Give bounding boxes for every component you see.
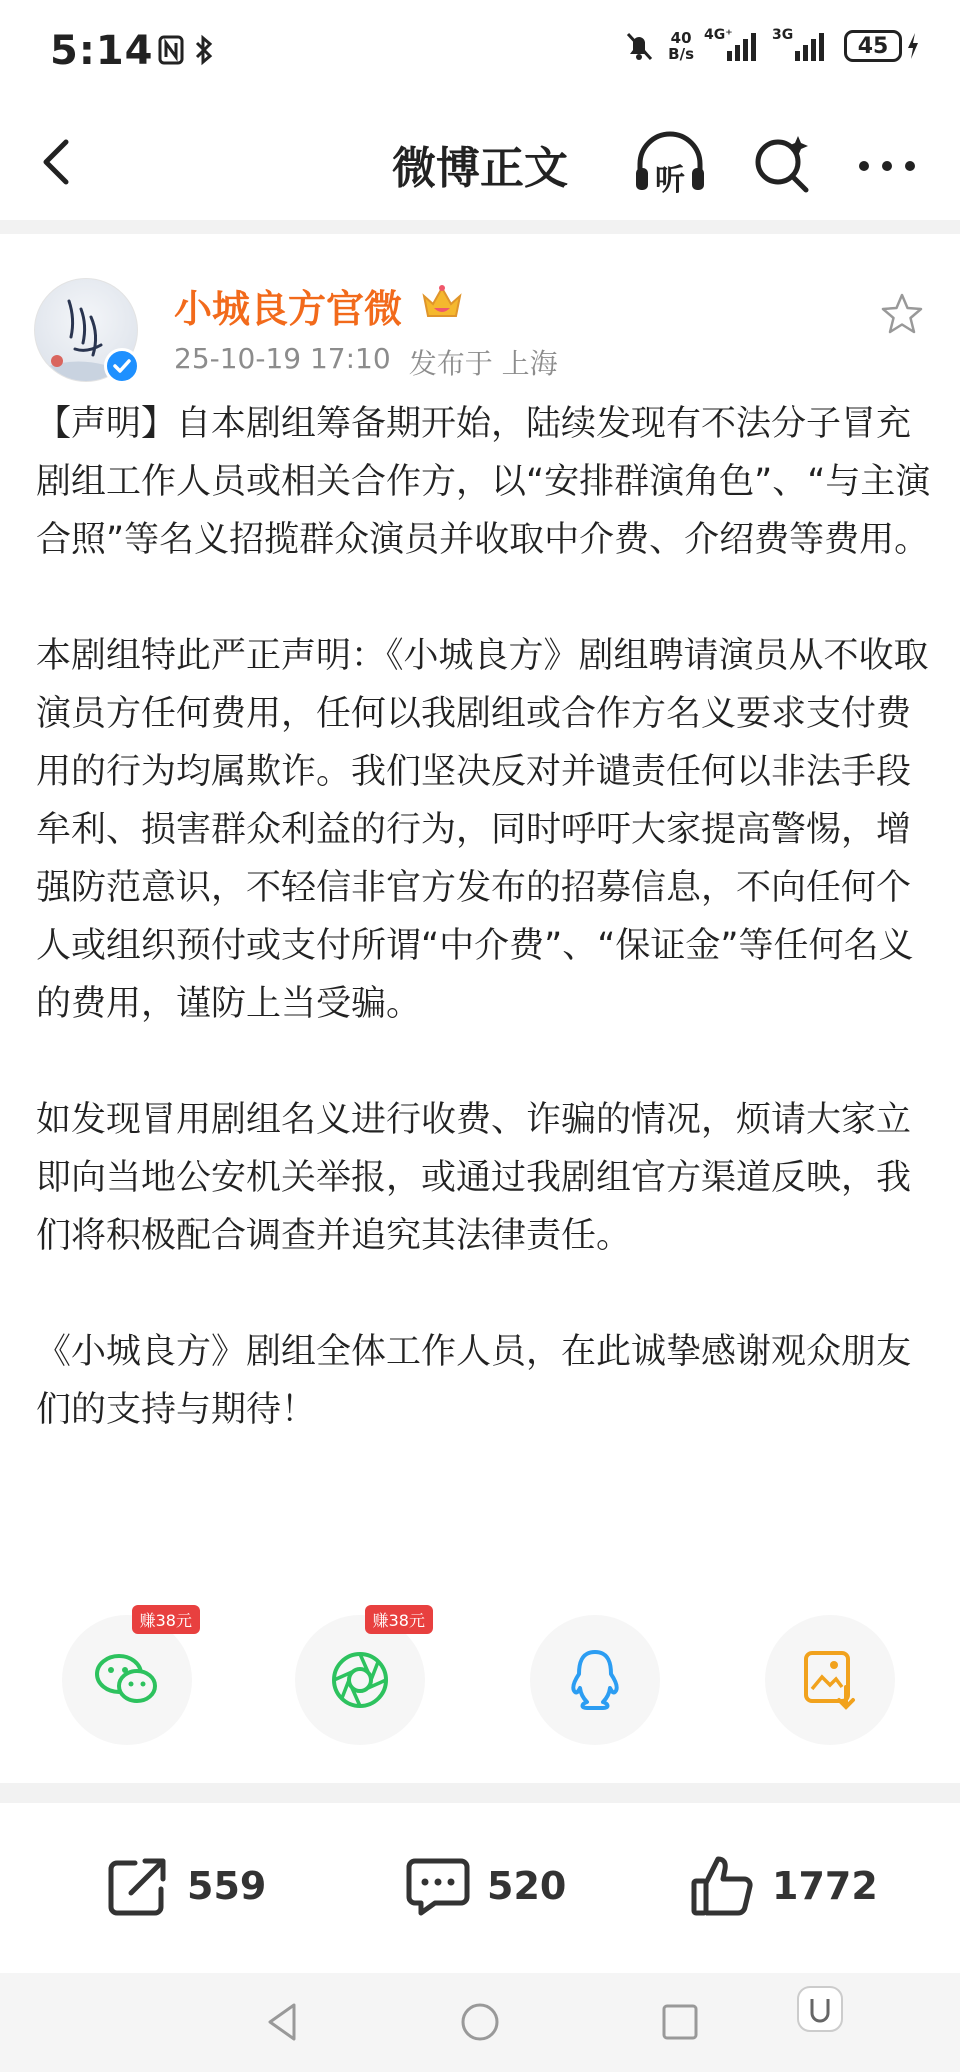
post-location: 发布于 上海: [408, 347, 558, 380]
wechat-reward-badge: 赚38元: [132, 1605, 200, 1634]
repost-count: 559: [187, 1864, 267, 1908]
signal-3g: [772, 27, 830, 61]
wechat-icon: [92, 1650, 162, 1710]
post-paragraph-4: 《小城良方》剧组全体工作人员，在此诚挚感谢观众朋友们的支持与期待！: [36, 1332, 912, 1430]
battery-level: 45: [844, 30, 902, 62]
like-button[interactable]: [690, 1853, 878, 1919]
nfc-icon: [158, 35, 184, 65]
qq-penguin-icon: [567, 1648, 623, 1712]
bluetooth-icon: [194, 34, 214, 66]
system-back-button[interactable]: [258, 1997, 308, 2047]
floating-ball-icon: [790, 1981, 850, 2041]
divider: [0, 1783, 960, 1803]
listen-button[interactable]: [630, 128, 710, 198]
status-right: [624, 27, 920, 63]
post-paragraph-2: 本剧组特此严正声明：《小城良方》剧组聘请演员从不收取演员方任何费用，任何以我剧组或合作方名义要求支付费用的行为均属欺诈。我们坚决反对并谴责任何以非法手段牟利、损害群众利益的行为，同时呼吁大家提高警惕，增强防范意识，不轻信非官方发布的招募信息，不向任何个人或组织预付或支付所谓“中介费”、“保证金”等任何名义的费用，谨防上当受骗。: [36, 636, 929, 1024]
share-row: [0, 1611, 960, 1750]
moments-aperture-icon: [328, 1648, 392, 1712]
post-time: 25-10-19 17:10: [174, 342, 391, 375]
comment-count: 520: [487, 1864, 567, 1908]
more-button[interactable]: [852, 128, 922, 198]
status-bar: [0, 0, 960, 110]
status-time: 5:14: [50, 28, 154, 74]
post-body: [36, 395, 936, 1497]
triangle-back-icon: [258, 1997, 308, 2047]
net-speed: [668, 30, 694, 62]
net-speed-value: 40: [670, 29, 692, 47]
system-nav-bar: [0, 1973, 960, 2072]
square-recents-icon: [655, 1997, 705, 2047]
system-recents-button[interactable]: [655, 1997, 705, 2047]
comment-bubble-icon: [405, 1853, 471, 1919]
more-dots-icon: [852, 128, 922, 198]
mute-icon: [624, 30, 654, 62]
floating-ball-button[interactable]: [790, 1981, 850, 2041]
system-home-button[interactable]: [455, 1997, 505, 2047]
moments-reward-badge: 赚38元: [365, 1605, 433, 1634]
share-qq-button[interactable]: [530, 1615, 660, 1745]
battery: [844, 30, 920, 62]
search-button[interactable]: [748, 128, 818, 198]
signal-4g: [704, 27, 762, 61]
repost-icon: [105, 1853, 171, 1919]
net-speed-unit: B/s: [668, 45, 694, 63]
action-bar: [0, 1803, 960, 1973]
nav-bar: [0, 110, 960, 220]
post-paragraph-3: 如发现冒用剧组名义进行收费、诈骗的情况，烦请大家立即向当地公安机关举报，或通过我剧组官方渠道反映，我们将积极配合调查并追究其法律责任。: [36, 1100, 912, 1256]
post-meta: [174, 342, 558, 382]
verified-badge: [104, 348, 140, 384]
share-wechat-button[interactable]: [62, 1611, 192, 1745]
circle-home-icon: [455, 1997, 505, 2047]
comment-button[interactable]: [405, 1853, 566, 1919]
thumbs-up-icon: [690, 1853, 756, 1919]
charging-icon: [906, 31, 920, 61]
save-image-button[interactable]: [765, 1615, 895, 1745]
search-sparkle-icon: [748, 128, 818, 198]
listen-label: 听: [655, 163, 685, 198]
headphones-icon: [630, 128, 710, 198]
author-name[interactable]: 小城良方官微: [174, 287, 403, 331]
share-moments-button[interactable]: [295, 1611, 425, 1745]
post-paragraph-1: 【声明】自本剧组筹备期开始，陆续发现有不法分子冒充剧组工作人员或相关合作方，以“安排群演角色”、“与主演合照”等名义招揽群众演员并收取中介费、介绍费等费用。: [36, 404, 931, 560]
favorite-star-icon[interactable]: [878, 290, 926, 338]
status-left-icons: [158, 34, 214, 66]
signal-4g-label: 4G⁺: [704, 27, 733, 43]
save-image-icon: [802, 1649, 858, 1711]
vip-crown-icon: [420, 282, 464, 322]
like-count: 1772: [772, 1864, 878, 1908]
divider: [0, 220, 960, 234]
verified-check-icon: [111, 355, 133, 377]
repost-button[interactable]: [105, 1853, 266, 1919]
page-title: 微博正文: [392, 143, 568, 194]
signal-3g-label: 3G: [772, 27, 794, 43]
